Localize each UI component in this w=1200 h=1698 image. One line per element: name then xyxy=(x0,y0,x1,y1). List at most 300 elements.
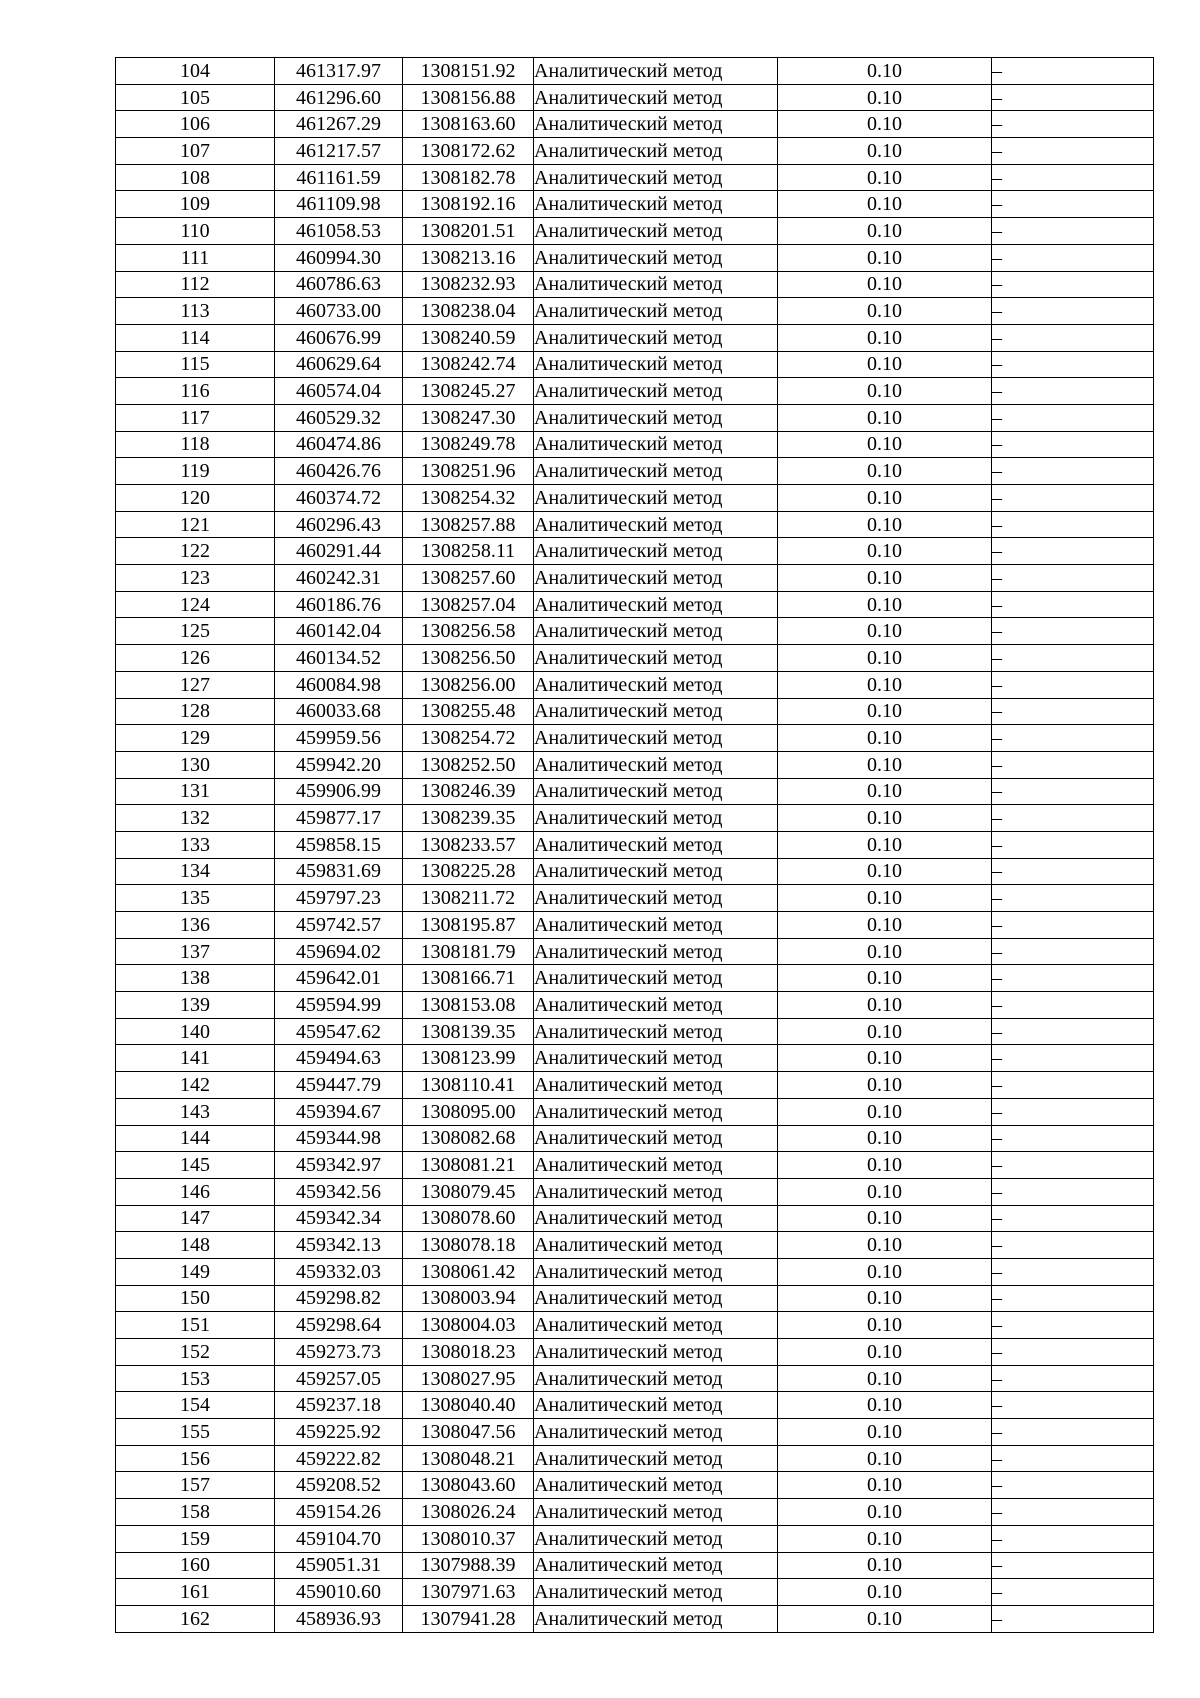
accuracy-cell: 0.10 xyxy=(778,1499,992,1526)
method-cell: Аналитический метод xyxy=(534,164,778,191)
table-row xyxy=(116,511,1154,538)
method-cell: Аналитический метод xyxy=(534,1258,778,1285)
y-coordinate-cell: 1307941.28 xyxy=(403,1605,534,1632)
accuracy-cell: 0.10 xyxy=(778,1365,992,1392)
table-row xyxy=(116,1258,1154,1285)
table-row xyxy=(116,965,1154,992)
x-coordinate-cell: 460084.98 xyxy=(275,671,403,698)
accuracy-cell: 0.10 xyxy=(778,378,992,405)
note-cell: – xyxy=(992,191,1154,218)
x-coordinate-cell: 460291.44 xyxy=(275,538,403,565)
table-row xyxy=(116,778,1154,805)
x-coordinate-cell: 459797.23 xyxy=(275,885,403,912)
y-coordinate-cell: 1308245.27 xyxy=(403,378,534,405)
method-cell: Аналитический метод xyxy=(534,58,778,85)
note-cell: – xyxy=(992,138,1154,165)
accuracy-cell: 0.10 xyxy=(778,1605,992,1632)
point-number-cell: 135 xyxy=(116,885,275,912)
note-cell: – xyxy=(992,431,1154,458)
note-cell: – xyxy=(992,1178,1154,1205)
accuracy-cell: 0.10 xyxy=(778,404,992,431)
point-number-cell: 150 xyxy=(116,1285,275,1312)
note-cell: – xyxy=(992,1232,1154,1259)
point-number-cell: 146 xyxy=(116,1178,275,1205)
table-row xyxy=(116,84,1154,111)
table-row xyxy=(116,1072,1154,1099)
note-cell: – xyxy=(992,885,1154,912)
coordinates-table xyxy=(115,57,1154,1633)
note-cell: – xyxy=(992,538,1154,565)
point-number-cell: 137 xyxy=(116,938,275,965)
note-cell: – xyxy=(992,1285,1154,1312)
point-number-cell: 124 xyxy=(116,591,275,618)
note-cell: – xyxy=(992,645,1154,672)
accuracy-cell: 0.10 xyxy=(778,1339,992,1366)
y-coordinate-cell: 1308252.50 xyxy=(403,751,534,778)
accuracy-cell: 0.10 xyxy=(778,1205,992,1232)
accuracy-cell: 0.10 xyxy=(778,111,992,138)
x-coordinate-cell: 460994.30 xyxy=(275,244,403,271)
method-cell: Аналитический метод xyxy=(534,404,778,431)
method-cell: Аналитический метод xyxy=(534,1339,778,1366)
table-row xyxy=(116,618,1154,645)
method-cell: Аналитический метод xyxy=(534,538,778,565)
accuracy-cell: 0.10 xyxy=(778,1098,992,1125)
x-coordinate-cell: 459237.18 xyxy=(275,1392,403,1419)
table-row xyxy=(116,885,1154,912)
method-cell: Аналитический метод xyxy=(534,218,778,245)
accuracy-cell: 0.10 xyxy=(778,191,992,218)
method-cell: Аналитический метод xyxy=(534,645,778,672)
method-cell: Аналитический метод xyxy=(534,1152,778,1179)
point-number-cell: 149 xyxy=(116,1258,275,1285)
x-coordinate-cell: 459154.26 xyxy=(275,1499,403,1526)
y-coordinate-cell: 1308213.16 xyxy=(403,244,534,271)
table-row xyxy=(116,538,1154,565)
y-coordinate-cell: 1308166.71 xyxy=(403,965,534,992)
method-cell: Аналитический метод xyxy=(534,1018,778,1045)
y-coordinate-cell: 1308156.88 xyxy=(403,84,534,111)
accuracy-cell: 0.10 xyxy=(778,58,992,85)
point-number-cell: 104 xyxy=(116,58,275,85)
y-coordinate-cell: 1308192.16 xyxy=(403,191,534,218)
method-cell: Аналитический метод xyxy=(534,351,778,378)
x-coordinate-cell: 461217.57 xyxy=(275,138,403,165)
note-cell: – xyxy=(992,1018,1154,1045)
method-cell: Аналитический метод xyxy=(534,965,778,992)
table-row xyxy=(116,351,1154,378)
point-number-cell: 142 xyxy=(116,1072,275,1099)
method-cell: Аналитический метод xyxy=(534,565,778,592)
y-coordinate-cell: 1308040.40 xyxy=(403,1392,534,1419)
table-row xyxy=(116,1205,1154,1232)
x-coordinate-cell: 459831.69 xyxy=(275,858,403,885)
y-coordinate-cell: 1308151.92 xyxy=(403,58,534,85)
point-number-cell: 117 xyxy=(116,404,275,431)
accuracy-cell: 0.10 xyxy=(778,538,992,565)
method-cell: Аналитический метод xyxy=(534,858,778,885)
method-cell: Аналитический метод xyxy=(534,1499,778,1526)
x-coordinate-cell: 460676.99 xyxy=(275,324,403,351)
accuracy-cell: 0.10 xyxy=(778,805,992,832)
note-cell: – xyxy=(992,1419,1154,1446)
table-row xyxy=(116,111,1154,138)
note-cell: – xyxy=(992,618,1154,645)
method-cell: Аналитический метод xyxy=(534,378,778,405)
y-coordinate-cell: 1308110.41 xyxy=(403,1072,534,1099)
table-row xyxy=(116,458,1154,485)
x-coordinate-cell: 461267.29 xyxy=(275,111,403,138)
accuracy-cell: 0.10 xyxy=(778,1312,992,1339)
x-coordinate-cell: 459642.01 xyxy=(275,965,403,992)
table-row xyxy=(116,1365,1154,1392)
x-coordinate-cell: 461109.98 xyxy=(275,191,403,218)
accuracy-cell: 0.10 xyxy=(778,324,992,351)
method-cell: Аналитический метод xyxy=(534,111,778,138)
note-cell: – xyxy=(992,938,1154,965)
point-number-cell: 133 xyxy=(116,831,275,858)
table-row xyxy=(116,1045,1154,1072)
note-cell: – xyxy=(992,84,1154,111)
accuracy-cell: 0.10 xyxy=(778,271,992,298)
note-cell: – xyxy=(992,244,1154,271)
note-cell: – xyxy=(992,751,1154,778)
accuracy-cell: 0.10 xyxy=(778,1258,992,1285)
method-cell: Аналитический метод xyxy=(534,1125,778,1152)
x-coordinate-cell: 460374.72 xyxy=(275,485,403,512)
accuracy-cell: 0.10 xyxy=(778,1285,992,1312)
x-coordinate-cell: 459104.70 xyxy=(275,1525,403,1552)
accuracy-cell: 0.10 xyxy=(778,938,992,965)
y-coordinate-cell: 1308242.74 xyxy=(403,351,534,378)
table-row xyxy=(116,1472,1154,1499)
note-cell: – xyxy=(992,1312,1154,1339)
method-cell: Аналитический метод xyxy=(534,138,778,165)
y-coordinate-cell: 1308172.62 xyxy=(403,138,534,165)
method-cell: Аналитический метод xyxy=(534,1232,778,1259)
note-cell: – xyxy=(992,324,1154,351)
table-row xyxy=(116,1285,1154,1312)
method-cell: Аналитический метод xyxy=(534,1072,778,1099)
method-cell: Аналитический метод xyxy=(534,618,778,645)
x-coordinate-cell: 459342.34 xyxy=(275,1205,403,1232)
method-cell: Аналитический метод xyxy=(534,191,778,218)
accuracy-cell: 0.10 xyxy=(778,1045,992,1072)
accuracy-cell: 0.10 xyxy=(778,1392,992,1419)
note-cell: – xyxy=(992,805,1154,832)
point-number-cell: 155 xyxy=(116,1419,275,1446)
accuracy-cell: 0.10 xyxy=(778,698,992,725)
x-coordinate-cell: 460474.86 xyxy=(275,431,403,458)
accuracy-cell: 0.10 xyxy=(778,725,992,752)
point-number-cell: 144 xyxy=(116,1125,275,1152)
point-number-cell: 123 xyxy=(116,565,275,592)
accuracy-cell: 0.10 xyxy=(778,1152,992,1179)
accuracy-cell: 0.10 xyxy=(778,431,992,458)
y-coordinate-cell: 1308043.60 xyxy=(403,1472,534,1499)
note-cell: – xyxy=(992,1205,1154,1232)
point-number-cell: 154 xyxy=(116,1392,275,1419)
table-row xyxy=(116,805,1154,832)
table-row xyxy=(116,1525,1154,1552)
y-coordinate-cell: 1308256.50 xyxy=(403,645,534,672)
point-number-cell: 148 xyxy=(116,1232,275,1259)
x-coordinate-cell: 459906.99 xyxy=(275,778,403,805)
x-coordinate-cell: 459225.92 xyxy=(275,1419,403,1446)
point-number-cell: 107 xyxy=(116,138,275,165)
point-number-cell: 118 xyxy=(116,431,275,458)
method-cell: Аналитический метод xyxy=(534,1205,778,1232)
y-coordinate-cell: 1308078.18 xyxy=(403,1232,534,1259)
note-cell: – xyxy=(992,1445,1154,1472)
x-coordinate-cell: 459742.57 xyxy=(275,912,403,939)
accuracy-cell: 0.10 xyxy=(778,912,992,939)
method-cell: Аналитический метод xyxy=(534,1605,778,1632)
method-cell: Аналитический метод xyxy=(534,1098,778,1125)
accuracy-cell: 0.10 xyxy=(778,218,992,245)
y-coordinate-cell: 1308254.72 xyxy=(403,725,534,752)
point-number-cell: 106 xyxy=(116,111,275,138)
note-cell: – xyxy=(992,404,1154,431)
y-coordinate-cell: 1308181.79 xyxy=(403,938,534,965)
table-row xyxy=(116,1552,1154,1579)
point-number-cell: 160 xyxy=(116,1552,275,1579)
y-coordinate-cell: 1308082.68 xyxy=(403,1125,534,1152)
table-row xyxy=(116,1098,1154,1125)
y-coordinate-cell: 1308258.11 xyxy=(403,538,534,565)
note-cell: – xyxy=(992,164,1154,191)
accuracy-cell: 0.10 xyxy=(778,84,992,111)
method-cell: Аналитический метод xyxy=(534,1525,778,1552)
note-cell: – xyxy=(992,698,1154,725)
table-row xyxy=(116,298,1154,325)
accuracy-cell: 0.10 xyxy=(778,511,992,538)
x-coordinate-cell: 459344.98 xyxy=(275,1125,403,1152)
table-row xyxy=(116,858,1154,885)
point-number-cell: 120 xyxy=(116,485,275,512)
x-coordinate-cell: 460242.31 xyxy=(275,565,403,592)
point-number-cell: 114 xyxy=(116,324,275,351)
x-coordinate-cell: 461317.97 xyxy=(275,58,403,85)
note-cell: – xyxy=(992,218,1154,245)
y-coordinate-cell: 1308027.95 xyxy=(403,1365,534,1392)
table-row xyxy=(116,1178,1154,1205)
table-row xyxy=(116,1445,1154,1472)
x-coordinate-cell: 459942.20 xyxy=(275,751,403,778)
method-cell: Аналитический метод xyxy=(534,1445,778,1472)
accuracy-cell: 0.10 xyxy=(778,164,992,191)
y-coordinate-cell: 1308153.08 xyxy=(403,992,534,1019)
note-cell: – xyxy=(992,1072,1154,1099)
x-coordinate-cell: 459222.82 xyxy=(275,1445,403,1472)
note-cell: – xyxy=(992,1258,1154,1285)
accuracy-cell: 0.10 xyxy=(778,1018,992,1045)
y-coordinate-cell: 1308139.35 xyxy=(403,1018,534,1045)
y-coordinate-cell: 1308247.30 xyxy=(403,404,534,431)
x-coordinate-cell: 460574.04 xyxy=(275,378,403,405)
table-row xyxy=(116,271,1154,298)
y-coordinate-cell: 1307988.39 xyxy=(403,1552,534,1579)
table-row xyxy=(116,831,1154,858)
y-coordinate-cell: 1308239.35 xyxy=(403,805,534,832)
note-cell: – xyxy=(992,1552,1154,1579)
x-coordinate-cell: 459447.79 xyxy=(275,1072,403,1099)
note-cell: – xyxy=(992,965,1154,992)
point-number-cell: 143 xyxy=(116,1098,275,1125)
table-row xyxy=(116,191,1154,218)
y-coordinate-cell: 1308257.88 xyxy=(403,511,534,538)
accuracy-cell: 0.10 xyxy=(778,1178,992,1205)
point-number-cell: 125 xyxy=(116,618,275,645)
note-cell: – xyxy=(992,458,1154,485)
y-coordinate-cell: 1308233.57 xyxy=(403,831,534,858)
y-coordinate-cell: 1307971.63 xyxy=(403,1579,534,1606)
y-coordinate-cell: 1308061.42 xyxy=(403,1258,534,1285)
table-row xyxy=(116,698,1154,725)
note-cell: – xyxy=(992,511,1154,538)
point-number-cell: 161 xyxy=(116,1579,275,1606)
x-coordinate-cell: 458936.93 xyxy=(275,1605,403,1632)
note-cell: – xyxy=(992,1339,1154,1366)
table-row xyxy=(116,244,1154,271)
y-coordinate-cell: 1308163.60 xyxy=(403,111,534,138)
point-number-cell: 141 xyxy=(116,1045,275,1072)
y-coordinate-cell: 1308078.60 xyxy=(403,1205,534,1232)
accuracy-cell: 0.10 xyxy=(778,671,992,698)
method-cell: Аналитический метод xyxy=(534,831,778,858)
note-cell: – xyxy=(992,858,1154,885)
note-cell: – xyxy=(992,1392,1154,1419)
point-number-cell: 127 xyxy=(116,671,275,698)
point-number-cell: 131 xyxy=(116,778,275,805)
point-number-cell: 132 xyxy=(116,805,275,832)
method-cell: Аналитический метод xyxy=(534,725,778,752)
method-cell: Аналитический метод xyxy=(534,271,778,298)
y-coordinate-cell: 1308255.48 xyxy=(403,698,534,725)
x-coordinate-cell: 460786.63 xyxy=(275,271,403,298)
x-coordinate-cell: 459877.17 xyxy=(275,805,403,832)
note-cell: – xyxy=(992,1605,1154,1632)
x-coordinate-cell: 460186.76 xyxy=(275,591,403,618)
y-coordinate-cell: 1308201.51 xyxy=(403,218,534,245)
accuracy-cell: 0.10 xyxy=(778,1419,992,1446)
note-cell: – xyxy=(992,1499,1154,1526)
y-coordinate-cell: 1308225.28 xyxy=(403,858,534,885)
note-cell: – xyxy=(992,725,1154,752)
accuracy-cell: 0.10 xyxy=(778,138,992,165)
table-row xyxy=(116,324,1154,351)
x-coordinate-cell: 461296.60 xyxy=(275,84,403,111)
x-coordinate-cell: 459342.97 xyxy=(275,1152,403,1179)
table-row xyxy=(116,378,1154,405)
point-number-cell: 126 xyxy=(116,645,275,672)
method-cell: Аналитический метод xyxy=(534,1178,778,1205)
note-cell: – xyxy=(992,831,1154,858)
table-row xyxy=(116,671,1154,698)
accuracy-cell: 0.10 xyxy=(778,591,992,618)
table-row xyxy=(116,591,1154,618)
point-number-cell: 130 xyxy=(116,751,275,778)
point-number-cell: 138 xyxy=(116,965,275,992)
method-cell: Аналитический метод xyxy=(534,1579,778,1606)
point-number-cell: 158 xyxy=(116,1499,275,1526)
note-cell: – xyxy=(992,591,1154,618)
point-number-cell: 119 xyxy=(116,458,275,485)
note-cell: – xyxy=(992,351,1154,378)
accuracy-cell: 0.10 xyxy=(778,1445,992,1472)
y-coordinate-cell: 1308047.56 xyxy=(403,1419,534,1446)
method-cell: Аналитический метод xyxy=(534,1045,778,1072)
accuracy-cell: 0.10 xyxy=(778,244,992,271)
point-number-cell: 129 xyxy=(116,725,275,752)
table-row xyxy=(116,992,1154,1019)
y-coordinate-cell: 1308095.00 xyxy=(403,1098,534,1125)
point-number-cell: 128 xyxy=(116,698,275,725)
point-number-cell: 134 xyxy=(116,858,275,885)
point-number-cell: 147 xyxy=(116,1205,275,1232)
table-row xyxy=(116,138,1154,165)
note-cell: – xyxy=(992,271,1154,298)
x-coordinate-cell: 459394.67 xyxy=(275,1098,403,1125)
table-row xyxy=(116,431,1154,458)
y-coordinate-cell: 1308004.03 xyxy=(403,1312,534,1339)
table-row xyxy=(116,938,1154,965)
y-coordinate-cell: 1308254.32 xyxy=(403,485,534,512)
note-cell: – xyxy=(992,111,1154,138)
accuracy-cell: 0.10 xyxy=(778,1579,992,1606)
table-row xyxy=(116,1339,1154,1366)
note-cell: – xyxy=(992,298,1154,325)
accuracy-cell: 0.10 xyxy=(778,298,992,325)
y-coordinate-cell: 1308018.23 xyxy=(403,1339,534,1366)
table-row xyxy=(116,751,1154,778)
method-cell: Аналитический метод xyxy=(534,1472,778,1499)
y-coordinate-cell: 1308256.58 xyxy=(403,618,534,645)
point-number-cell: 108 xyxy=(116,164,275,191)
accuracy-cell: 0.10 xyxy=(778,485,992,512)
point-number-cell: 157 xyxy=(116,1472,275,1499)
accuracy-cell: 0.10 xyxy=(778,1232,992,1259)
accuracy-cell: 0.10 xyxy=(778,1472,992,1499)
note-cell: – xyxy=(992,58,1154,85)
x-coordinate-cell: 460134.52 xyxy=(275,645,403,672)
method-cell: Аналитический метод xyxy=(534,751,778,778)
method-cell: Аналитический метод xyxy=(534,324,778,351)
point-number-cell: 105 xyxy=(116,84,275,111)
y-coordinate-cell: 1308048.21 xyxy=(403,1445,534,1472)
method-cell: Аналитический метод xyxy=(534,992,778,1019)
note-cell: – xyxy=(992,1579,1154,1606)
point-number-cell: 115 xyxy=(116,351,275,378)
note-cell: – xyxy=(992,485,1154,512)
y-coordinate-cell: 1308246.39 xyxy=(403,778,534,805)
point-number-cell: 156 xyxy=(116,1445,275,1472)
y-coordinate-cell: 1308079.45 xyxy=(403,1178,534,1205)
note-cell: – xyxy=(992,1098,1154,1125)
x-coordinate-cell: 460142.04 xyxy=(275,618,403,645)
method-cell: Аналитический метод xyxy=(534,912,778,939)
point-number-cell: 122 xyxy=(116,538,275,565)
point-number-cell: 116 xyxy=(116,378,275,405)
method-cell: Аналитический метод xyxy=(534,671,778,698)
method-cell: Аналитический метод xyxy=(534,485,778,512)
y-coordinate-cell: 1308249.78 xyxy=(403,431,534,458)
table-row xyxy=(116,1152,1154,1179)
accuracy-cell: 0.10 xyxy=(778,618,992,645)
accuracy-cell: 0.10 xyxy=(778,965,992,992)
method-cell: Аналитический метод xyxy=(534,591,778,618)
method-cell: Аналитический метод xyxy=(534,885,778,912)
